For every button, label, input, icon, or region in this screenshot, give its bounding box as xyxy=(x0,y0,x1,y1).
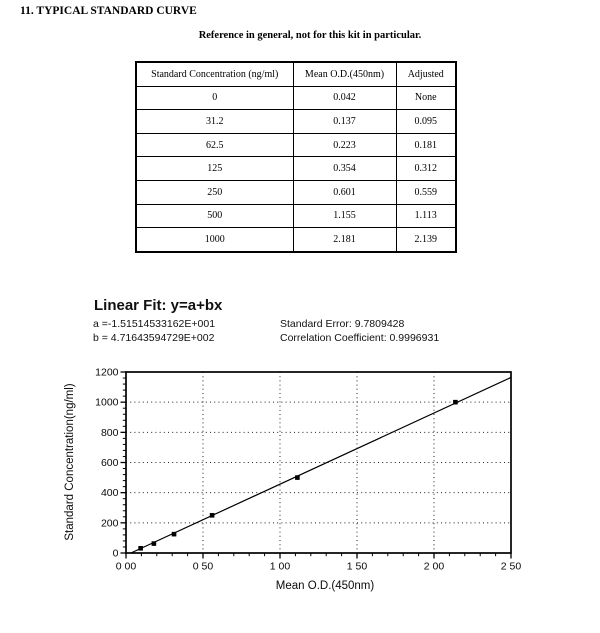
table-header-cell: Mean O.D.(450nm) xyxy=(293,62,396,86)
table-cell: 31.2 xyxy=(136,110,293,134)
y-tick-label: 1200 xyxy=(95,366,119,379)
table-cell: 1.113 xyxy=(396,204,456,228)
fit-coefficient-b: b = 4.71643594729E+002 xyxy=(93,331,215,344)
table-body xyxy=(136,86,456,252)
table-cell: 2.181 xyxy=(293,228,396,252)
x-tick-label: 1 50 xyxy=(346,560,368,573)
table-row xyxy=(136,133,456,157)
data-point xyxy=(210,513,215,518)
fit-coefficient-a: a =-1.51514533162E+001 xyxy=(93,318,216,330)
table-row xyxy=(136,228,456,252)
table-cell: 0.601 xyxy=(293,180,396,204)
linear-fit-heading: Linear Fit: y=a+bx xyxy=(94,297,223,314)
y-tick-label: 800 xyxy=(100,426,119,439)
table-cell: 0.137 xyxy=(293,110,396,134)
y-axis-title: Standard Concentration(ng/ml) xyxy=(64,383,76,541)
table-cell: 2.139 xyxy=(396,228,456,252)
table-cell: 500 xyxy=(136,204,293,228)
y-tick-label: 200 xyxy=(100,517,119,530)
x-tick-label: 0 00 xyxy=(115,560,137,573)
standard-curve-table xyxy=(135,61,457,253)
data-point xyxy=(138,546,143,551)
table-cell: 0.312 xyxy=(396,157,456,181)
data-point xyxy=(172,532,177,537)
y-tick-label: 400 xyxy=(100,487,119,500)
table-cell: 0.559 xyxy=(396,180,456,204)
x-tick-label: 1 00 xyxy=(269,560,291,573)
table-cell: 0.223 xyxy=(293,133,396,157)
standard-curve-chart xyxy=(0,350,600,610)
table-cell: 1.155 xyxy=(293,204,396,228)
fit-standard-error: Standard Error: 9.7809428 xyxy=(280,318,405,330)
table-row xyxy=(136,204,456,228)
table-header-cell: Standard Concentration (ng/ml) xyxy=(136,62,293,86)
section-title: 11. TYPICAL STANDARD CURVE xyxy=(20,5,197,17)
table-header-cell: Adjusted xyxy=(396,62,456,86)
plot-frame xyxy=(126,372,511,553)
table-cell: 0.095 xyxy=(396,110,456,134)
data-point xyxy=(453,400,458,405)
table-row xyxy=(136,110,456,134)
y-tick-label: 1000 xyxy=(95,396,119,409)
fit-correlation-coefficient: Correlation Coefficient: 0.9996931 xyxy=(280,331,440,344)
x-tick-label: 2 50 xyxy=(500,560,522,573)
y-tick-label: 600 xyxy=(100,457,119,469)
x-axis-title: Mean O.D.(450nm) xyxy=(275,580,375,592)
table-cell: 125 xyxy=(136,157,293,181)
data-point xyxy=(295,475,300,480)
table-cell: 1000 xyxy=(136,228,293,252)
table-row xyxy=(136,180,456,204)
x-tick-label: 2 00 xyxy=(423,560,445,573)
data-point xyxy=(152,541,157,546)
table-head xyxy=(136,62,456,86)
table-cell: None xyxy=(396,86,456,110)
table-cell: 0.181 xyxy=(396,133,456,157)
x-tick-label: 0 50 xyxy=(192,560,214,573)
table-cell: 250 xyxy=(136,180,293,204)
table-header-row xyxy=(136,62,456,86)
table-row xyxy=(136,157,456,181)
y-tick-label: 0 xyxy=(112,547,119,560)
reference-note: Reference in general, not for this kit in particular. xyxy=(198,30,422,41)
table-cell: 0.354 xyxy=(293,157,396,181)
table-cell: 0 xyxy=(136,86,293,110)
table-cell: 62.5 xyxy=(136,133,293,157)
table-cell: 0.042 xyxy=(293,86,396,110)
table-row xyxy=(136,86,456,110)
